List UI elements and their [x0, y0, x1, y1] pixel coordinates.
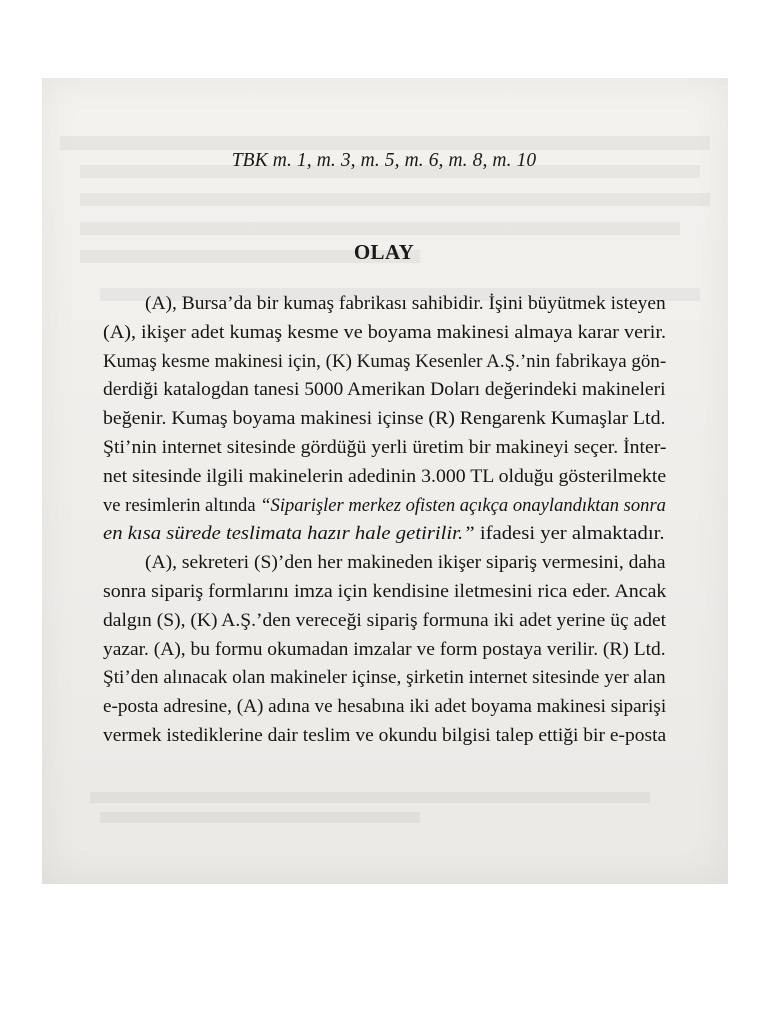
- text-line: sonra sipariş formlarını imza için kendisine iletmesini rica eder. Ancak: [103, 580, 667, 602]
- text-line: yazar. (A), bu formu okumadan imzalar ve form postaya verilir. (R) Ltd.: [103, 638, 666, 660]
- text-line: dalgın (S), (K) A.Ş.’den vereceği sipariş formuna iki adet yerine üç adet: [103, 609, 667, 631]
- text-line: (A), sekreteri (S)’den her makineden ikişer sipariş vermesini, daha: [145, 552, 666, 574]
- text-line: beğenir. Kumaş boyama makinesi içinse (R) Rengarenk Kumaşlar Ltd.: [103, 408, 666, 430]
- text-line: (A), ikişer adet kumaş kesme ve boyama makinesi almaya karar verir.: [103, 321, 667, 343]
- text-line: ve resimlerin altında “Siparişler merkez ofisten açıkça onaylandıktan sonra: [103, 494, 666, 516]
- legal-reference: TBK m. 1, m. 3, m. 5, m. 6, m. 8, m. 10: [231, 150, 537, 171]
- text-line: Kumaş kesme makinesi için, (K) Kumaş Kesenler A.Ş.’nin fabrikaya gön-: [103, 350, 667, 372]
- text-line: vermek istediklerine dair teslim ve okundu bilgisi talep ettiği bir e-posta: [103, 724, 667, 746]
- case-text: [0, 290, 768, 751]
- text-line: e-posta adresine, (A) adına ve hesabına iki adet boyama makinesi siparişi: [103, 696, 667, 718]
- text-line: (A), Bursa’da bir kumaş fabrikası sahibidir. İşini büyütmek isteyen: [145, 293, 666, 314]
- section-heading: OLAY: [353, 240, 415, 264]
- text-line: derdiği katalogdan tanesi 5000 Amerikan Doları değerindeki makineleri: [103, 379, 666, 401]
- text-line: Şti’nin internet sitesinde gördüğü yerli üretim bir makineyi seçer. İnter-: [103, 436, 667, 458]
- text-line: en kısa sürede teslimata hazır hale getirilir.” ifadesi yer almaktadır.: [103, 523, 665, 545]
- text-line: net sitesinde ilgili makinelerin adedinin 3.000 TL olduğu gösterilmekte: [103, 465, 667, 487]
- text-line: Şti’den alınacak olan makineler içinse, şirketin internet sitesinde yer alan: [103, 667, 666, 689]
